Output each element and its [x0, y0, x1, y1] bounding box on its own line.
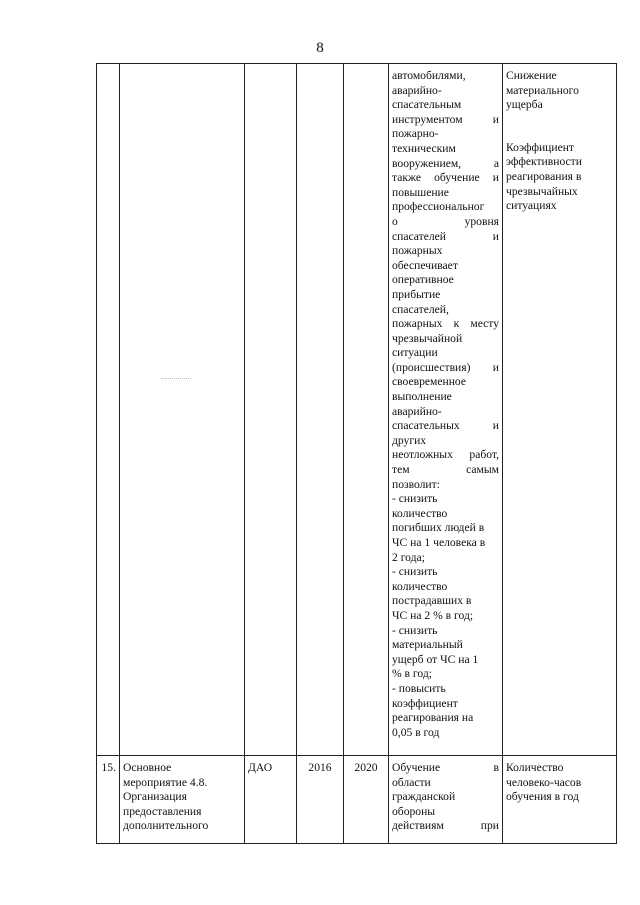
cell-num: 15. — [97, 756, 120, 844]
text-line: - снизить — [392, 565, 438, 579]
text-line: чрезвычайной — [392, 331, 463, 345]
text-line: вооружением, а — [392, 156, 499, 170]
text-line: ущерб от ЧС на 1 — [392, 652, 479, 666]
text-line: спасателей и — [392, 229, 499, 243]
text-line: погибших людей в — [392, 521, 485, 535]
cell-end: 2020 — [344, 756, 389, 844]
text-line: количество — [392, 506, 448, 520]
text-line: тем самым — [392, 463, 499, 477]
text-line: количество — [392, 579, 448, 593]
text-line: аварийно- — [392, 404, 442, 418]
cell-start: 2016 — [297, 756, 344, 844]
cell-name — [120, 756, 245, 844]
text-line: позволит: — [392, 477, 440, 491]
cell-indicators — [503, 64, 617, 756]
text-line: Снижение — [506, 69, 557, 82]
text-line: реагирования на — [392, 711, 474, 725]
text-line: области — [392, 775, 431, 789]
indicator-2 — [506, 141, 613, 214]
text-line: Коэффициент — [506, 140, 574, 154]
text-line: - снизить — [392, 492, 438, 506]
text-line: прибытие — [392, 287, 441, 301]
text-line: коэффициент — [392, 696, 458, 710]
text-line: спасательных и — [392, 419, 499, 433]
cell-result — [389, 64, 503, 756]
text-line: Организация — [123, 790, 187, 804]
cell-executor — [245, 64, 297, 756]
text-line: ЧС на 2 % в год; — [392, 608, 474, 622]
text-line: эффективности — [506, 155, 582, 169]
text-line: повышение — [392, 185, 449, 199]
text-line: реагирования в — [506, 169, 582, 183]
text-line: Основное — [123, 761, 172, 774]
text-line: чрезвычайных — [506, 184, 578, 198]
text-line: - повысить — [392, 681, 446, 695]
text-line: ситуациях — [506, 199, 557, 213]
text-line: пострадавших в — [392, 594, 472, 608]
text-line: пожарно- — [392, 127, 439, 141]
text-line: пожарных — [392, 244, 443, 258]
indicator-1 — [506, 69, 613, 113]
text-line: аварийно- — [392, 83, 442, 97]
text-line: также обучение и — [392, 171, 499, 185]
text-line: выполнение — [392, 390, 452, 404]
text-line: 2 года; — [392, 550, 425, 564]
text-line: оперативное — [392, 273, 454, 287]
text-line: ситуации — [392, 346, 438, 360]
cell-indicators — [503, 756, 617, 844]
text-line: спасательным — [392, 98, 462, 112]
cell-name — [120, 64, 245, 756]
text-line: действиям при — [392, 819, 499, 833]
text-line: других — [392, 433, 427, 447]
text-line: материального — [506, 83, 579, 97]
cell-end — [344, 64, 389, 756]
text-line: ЧС на 1 человека в — [392, 536, 486, 549]
text-line: техническим — [392, 141, 456, 155]
cell-executor: ДАО — [245, 756, 297, 844]
text-line: своевременное — [392, 375, 467, 389]
text-line: обучения в год — [506, 790, 579, 804]
table-row-continued — [97, 64, 617, 756]
text-line: спасателей, — [392, 302, 449, 316]
text-line: инструментом и — [392, 112, 499, 126]
program-table — [96, 63, 617, 844]
text-line: материальный — [392, 638, 463, 652]
text-line: Количество — [506, 761, 564, 774]
table-row-15 — [97, 756, 617, 844]
cell-result — [389, 756, 503, 844]
text-line: мероприятие 4.8. — [123, 775, 208, 789]
text-line: гражданской — [392, 790, 456, 804]
text-line: - снизить — [392, 623, 438, 637]
cell-start — [297, 64, 344, 756]
text-line: (происшествия) и — [392, 360, 499, 374]
text-line: человеко-часов — [506, 775, 582, 789]
text-line: автомобилями, — [392, 69, 466, 82]
text-line: профессиональног — [392, 200, 485, 214]
text-line: 0,05 в год — [392, 725, 440, 739]
text-line: обороны — [392, 804, 436, 818]
page-number: 8 — [316, 40, 324, 56]
text-line: Обучение в — [392, 761, 499, 774]
text-line: % в год; — [392, 667, 432, 681]
cell-num — [97, 64, 120, 756]
text-line: неотложных работ, — [392, 448, 499, 462]
text-line: дополнительного — [123, 819, 209, 833]
text-line: пожарных к месту — [392, 317, 499, 331]
text-line: предоставления — [123, 804, 202, 818]
text-line: ущерба — [506, 98, 543, 112]
text-line: о уровня — [392, 214, 499, 228]
text-line: обеспечивает — [392, 258, 458, 272]
